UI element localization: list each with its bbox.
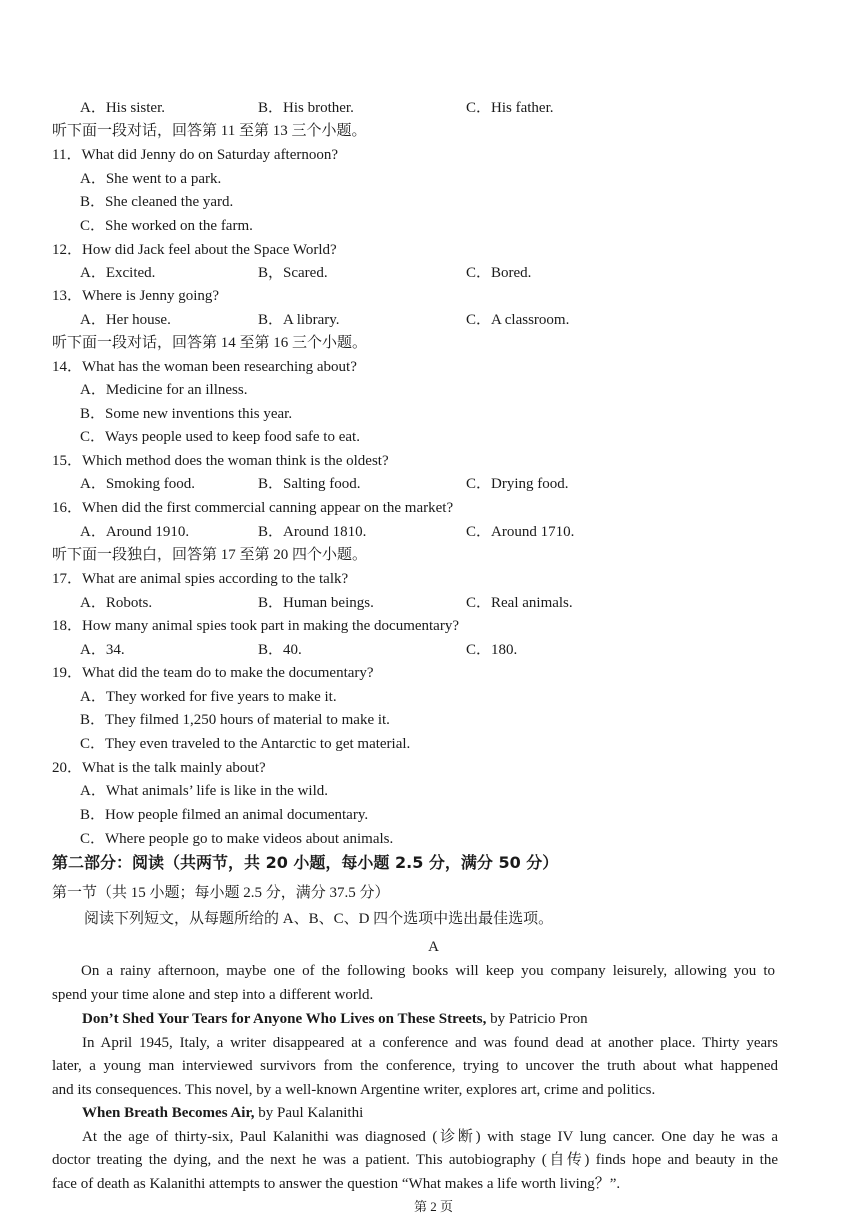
q20-stem: 20．What is the talk mainly about? — [52, 760, 266, 776]
q15-option-b: B．Salting food. — [258, 476, 361, 492]
q11-option-a: A．She went to a park. — [80, 171, 222, 187]
book1-line-3: and its consequences. This novel, by a well-known Argentine writer, explores art, crime and politics. — [52, 1082, 656, 1098]
q14-stem: 14．What has the woman been researching about? — [52, 359, 357, 375]
q10-option-b: B．His brother. — [258, 100, 354, 116]
q10-option-a: A．His sister. — [80, 100, 166, 116]
q19-option-a: A．They worked for five years to make it. — [80, 689, 337, 705]
q13-option-c: C．A classroom. — [466, 312, 570, 328]
book1-author: by Patricio Pron — [486, 1011, 588, 1027]
q16-option-a: A．Around 1910. — [80, 524, 190, 540]
q19-option-b: B．They filmed 1,250 hours of material to make it. — [80, 712, 390, 728]
q14-option-b: B．Some new inventions this year. — [80, 406, 293, 422]
q13-option-a: A．Her house. — [80, 312, 171, 328]
q19-stem: 19．What did the team do to make the documentary? — [52, 665, 374, 681]
q18-stem: 18．How many animal spies took part in making the documentary? — [52, 618, 459, 634]
q13-stem: 13．Where is Jenny going? — [52, 288, 220, 304]
q17-option-a: A．Robots. — [80, 595, 153, 611]
q12-option-c: C．Bored. — [466, 265, 532, 281]
q17-stem: 17．What are animal spies according to the talk? — [52, 571, 349, 587]
book2-author: by Paul Kalanithi — [254, 1105, 364, 1121]
q10-option-c: C．His father. — [466, 100, 554, 116]
q20-option-c: C．Where people go to make videos about animals. — [80, 831, 394, 847]
intro-line-2: spend your time alone and step into a different world. — [52, 987, 374, 1003]
q17-option-c: C．Real animals. — [466, 595, 573, 611]
q12-option-a: A．Excited. — [80, 265, 156, 281]
part2-section1-heading: 第一节（共 15 小题；每小题 2.5 分，满分 37.5 分） — [52, 885, 390, 901]
part2-heading: 第二部分：阅读（共两节，共 20 小题，每小题 2.5 分，满分 50 分） — [52, 853, 559, 872]
q14-option-c: C．Ways people used to keep food safe to eat. — [80, 429, 360, 445]
q12-option-b: B，Scared. — [258, 265, 328, 281]
part2-instruction: 阅读下列短文，从每题所给的 A、B、C、D 四个选项中选出最佳选项。 — [84, 911, 554, 927]
q15-option-a: A．Smoking food. — [80, 476, 196, 492]
q13-option-b: B．A library. — [258, 312, 340, 328]
q11-option-b: B．She cleaned the yard. — [80, 194, 234, 210]
q11-option-c: C．She worked on the farm. — [80, 218, 253, 234]
q20-option-a: A．What animals’ life is like in the wild. — [80, 783, 328, 799]
q18-option-a: A．34. — [80, 642, 125, 658]
q16-stem: 16．When did the first commercial canning appear on the market? — [52, 500, 454, 516]
q18-option-b: B．40. — [258, 642, 302, 658]
q14-option-a: A．Medicine for an illness. — [80, 382, 248, 398]
q20-option-b: B．How people filmed an animal documentary. — [80, 807, 369, 823]
section-instruction-14-16: 听下面一段对话，回答第 14 至第 16 三个小题。 — [52, 335, 368, 351]
q16-option-b: B．Around 1810. — [258, 524, 367, 540]
book1-heading — [82, 1009, 588, 1029]
passage-label: A — [428, 939, 439, 955]
q18-option-c: C．180. — [466, 642, 518, 658]
section-instruction-17-20: 听下面一段独白，回答第 17 至第 20 四个小题。 — [52, 547, 368, 563]
section-instruction-11-13: 听下面一段对话，回答第 11 至第 13 三个小题。 — [52, 123, 367, 139]
book2-heading — [82, 1103, 363, 1123]
q17-option-b: B．Human beings. — [258, 595, 374, 611]
book2-line-2: doctor treating the dying, and the next he was a patient. This autobiography (自传) finds hope and beauty in the — [52, 1152, 778, 1168]
q15-option-c: C．Drying food. — [466, 476, 569, 492]
book2-title: When Breath Becomes Air, — [82, 1105, 255, 1121]
q12-stem: 12．How did Jack feel about the Space World? — [52, 242, 337, 258]
q15-stem: 15．Which method does the woman think is the oldest? — [52, 453, 389, 469]
book1-line-2: later, a young man interviewed survivors from the conference, trying to uncover the truth about what happened — [52, 1058, 778, 1074]
intro-line-1: On a rainy afternoon, maybe one of the following books will keep you company leisurely, allowing you to — [81, 963, 775, 979]
book1-line-1: In April 1945, Italy, a writer disappeared at a conference and was found dead at another place. Thirty years — [82, 1035, 778, 1051]
book1-title: Don’t Shed Your Tears for Anyone Who Lives on These Streets, — [82, 1011, 487, 1027]
book2-line-3: face of death as Kalanithi attempts to answer the question “What makes a life worth living？”. — [52, 1176, 621, 1192]
q19-option-c: C．They even traveled to the Antarctic to get material. — [80, 736, 411, 752]
q16-option-c: C．Around 1710. — [466, 524, 575, 540]
book2-line-1: At the age of thirty-six, Paul Kalanithi was diagnosed (诊断) with stage IV lung cancer. One day he was a — [82, 1129, 778, 1145]
page-footer: 第 2 页 — [413, 1199, 453, 1214]
q11-stem: 11．What did Jenny do on Saturday afternoon? — [52, 147, 339, 163]
